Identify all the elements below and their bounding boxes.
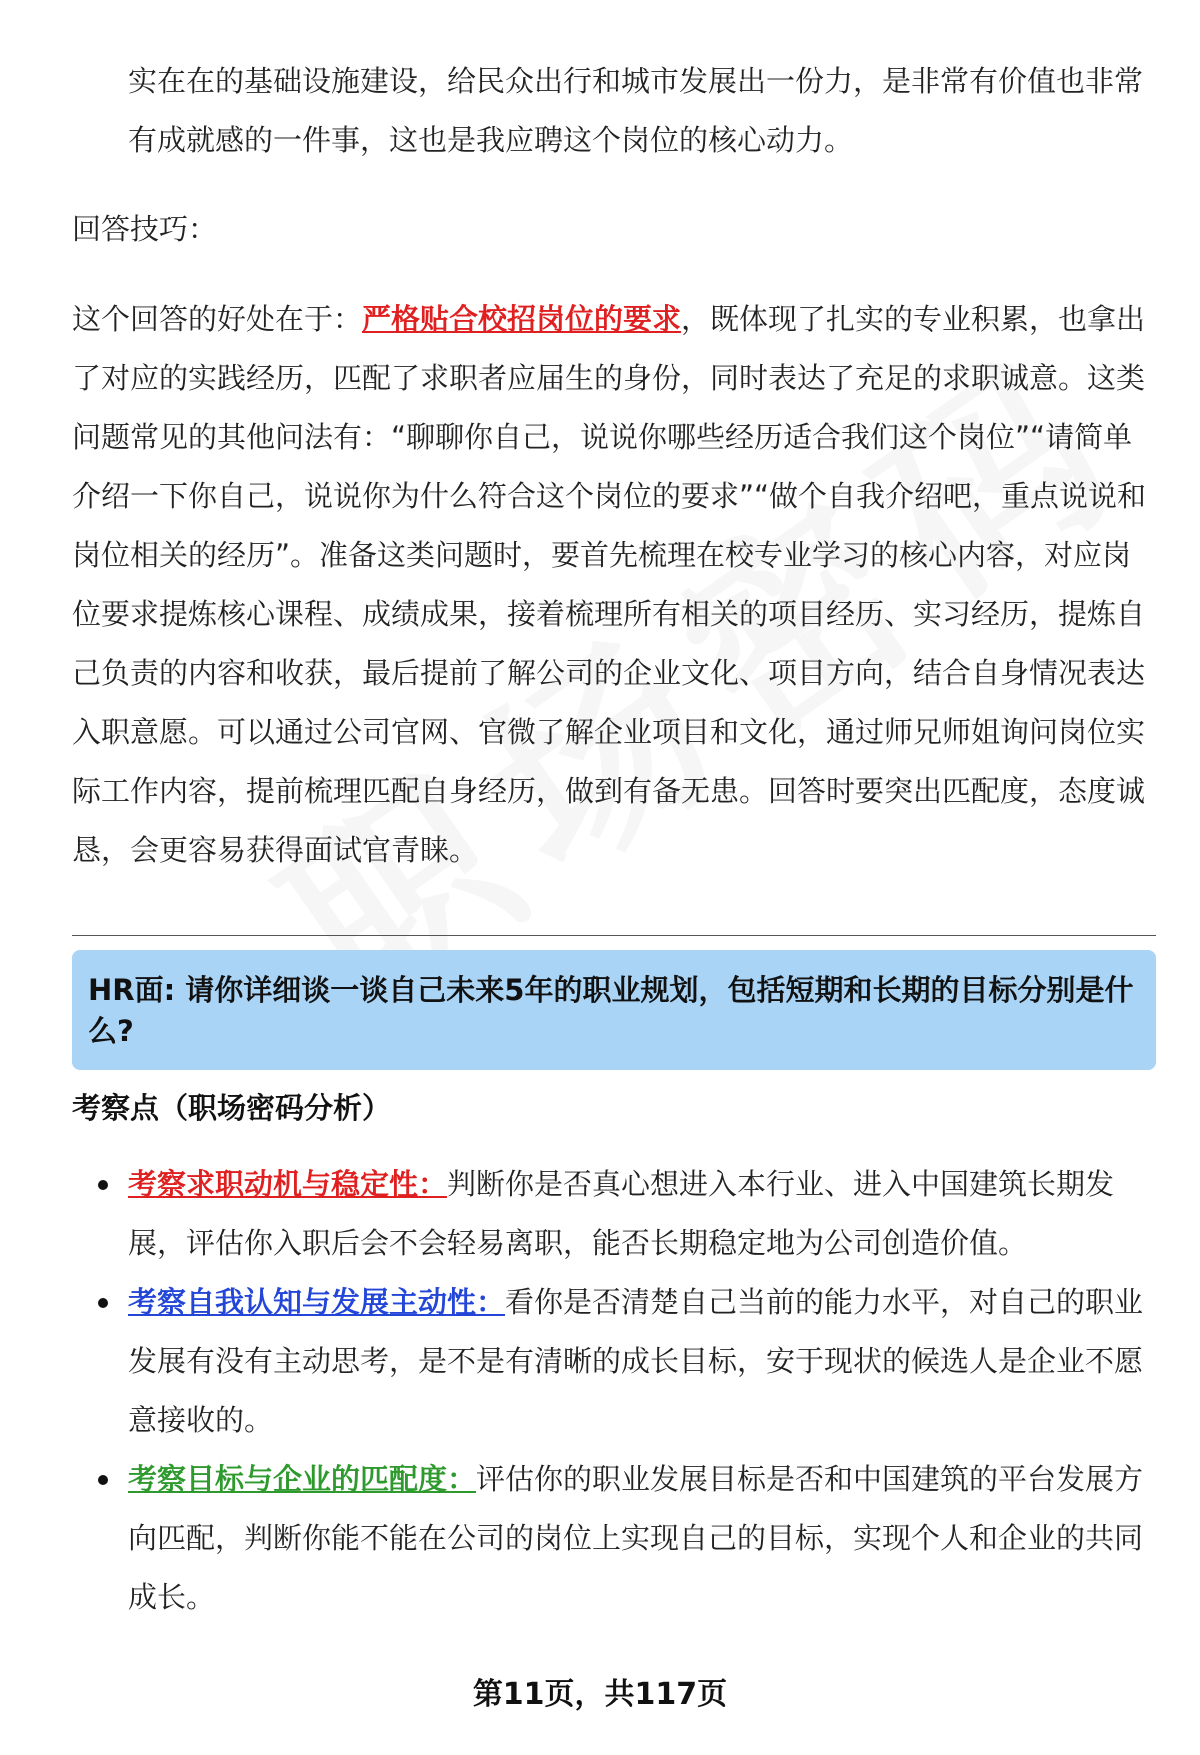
tips-highlight: 严格贴合校招岗位的要求 xyxy=(362,302,682,336)
tips-suffix: ，既体现了扎实的专业积累，也拿出了对应的实践经历，匹配了求职者应届生的身份，同时表达了充足的求职诚意。这类问题常见的其他问法有：“聊聊你自己，说说你哪些经历适合我们这个岗位”“请简单介绍一下你自己，说说你为什么符合这个岗位的要求”“做个自我介绍吧，重点说说和岗位相关的经历”。准备这类问题时，要首先梳理在校专业学习的核心内容，对应岗位要求提炼核心课程、成绩成果，接着梳理所有相关的项目经历、实习经历，提炼自己负责的内容和收获，最后提前了解公司的企业文化、项目方向，结合自身情况表达入职意愿。可以通过公司官网、官微了解企业项目和文化，通过师兄师姐询问岗位实际工作内容，提前梳理匹配自身经历，做到有备无患。回答时要突出匹配度，态度诚恳，会更容易获得面试官青睐。 xyxy=(72,302,1147,867)
list-item xyxy=(72,1450,1156,1627)
bullet-icon xyxy=(98,1298,108,1308)
section-divider xyxy=(72,935,1156,936)
tips-label: 回答技巧： xyxy=(72,212,218,246)
list-item xyxy=(72,1273,1156,1450)
point-text: 评估你的职业发展目标是否和中国建筑的平台发展方向匹配，判断你能不能在公司的岗位上实现自己的目标，实现个人和企业的共同成长。 xyxy=(128,1462,1144,1614)
question-text: HR面: 请你详细谈一谈自己未来5年的职业规划，包括短期和长期的目标分别是什么? xyxy=(88,973,1134,1048)
bullet-icon xyxy=(98,1180,108,1190)
tips-prefix: 这个回答的好处在于： xyxy=(72,302,363,336)
evaluation-points-list xyxy=(72,1155,1156,1627)
page-number: 第11页，共117页 xyxy=(472,1677,728,1712)
list-item xyxy=(72,1155,1156,1273)
point-text: 判断你是否真心想进入本行业、进入中国建筑长期发展，评估你入职后会不会轻易离职，能否长期稳定地为公司创造价值。 xyxy=(128,1167,1115,1260)
point-label: 考察求职动机与稳定性： xyxy=(128,1167,448,1201)
section-title: 考察点（职场密码分析） xyxy=(72,1091,392,1125)
bullet-icon xyxy=(98,1475,108,1485)
point-label: 考察自我认知与发展主动性： xyxy=(128,1285,506,1319)
tips-paragraph xyxy=(72,290,1152,880)
intro-paragraph: 实在在的基础设施建设，给民众出行和城市发展出一份力，是非常有价值也非常有成就感的一件事，这也是我应聘这个岗位的核心动力。 xyxy=(128,64,1144,157)
point-label: 考察目标与企业的匹配度： xyxy=(128,1462,477,1496)
point-text: 看你是否清楚自己当前的能力水平，对自己的职业发展有没有主动思考，是不是有清晰的成长目标，安于现状的候选人是企业不愿意接收的。 xyxy=(128,1285,1144,1437)
question-box xyxy=(72,950,1156,1070)
